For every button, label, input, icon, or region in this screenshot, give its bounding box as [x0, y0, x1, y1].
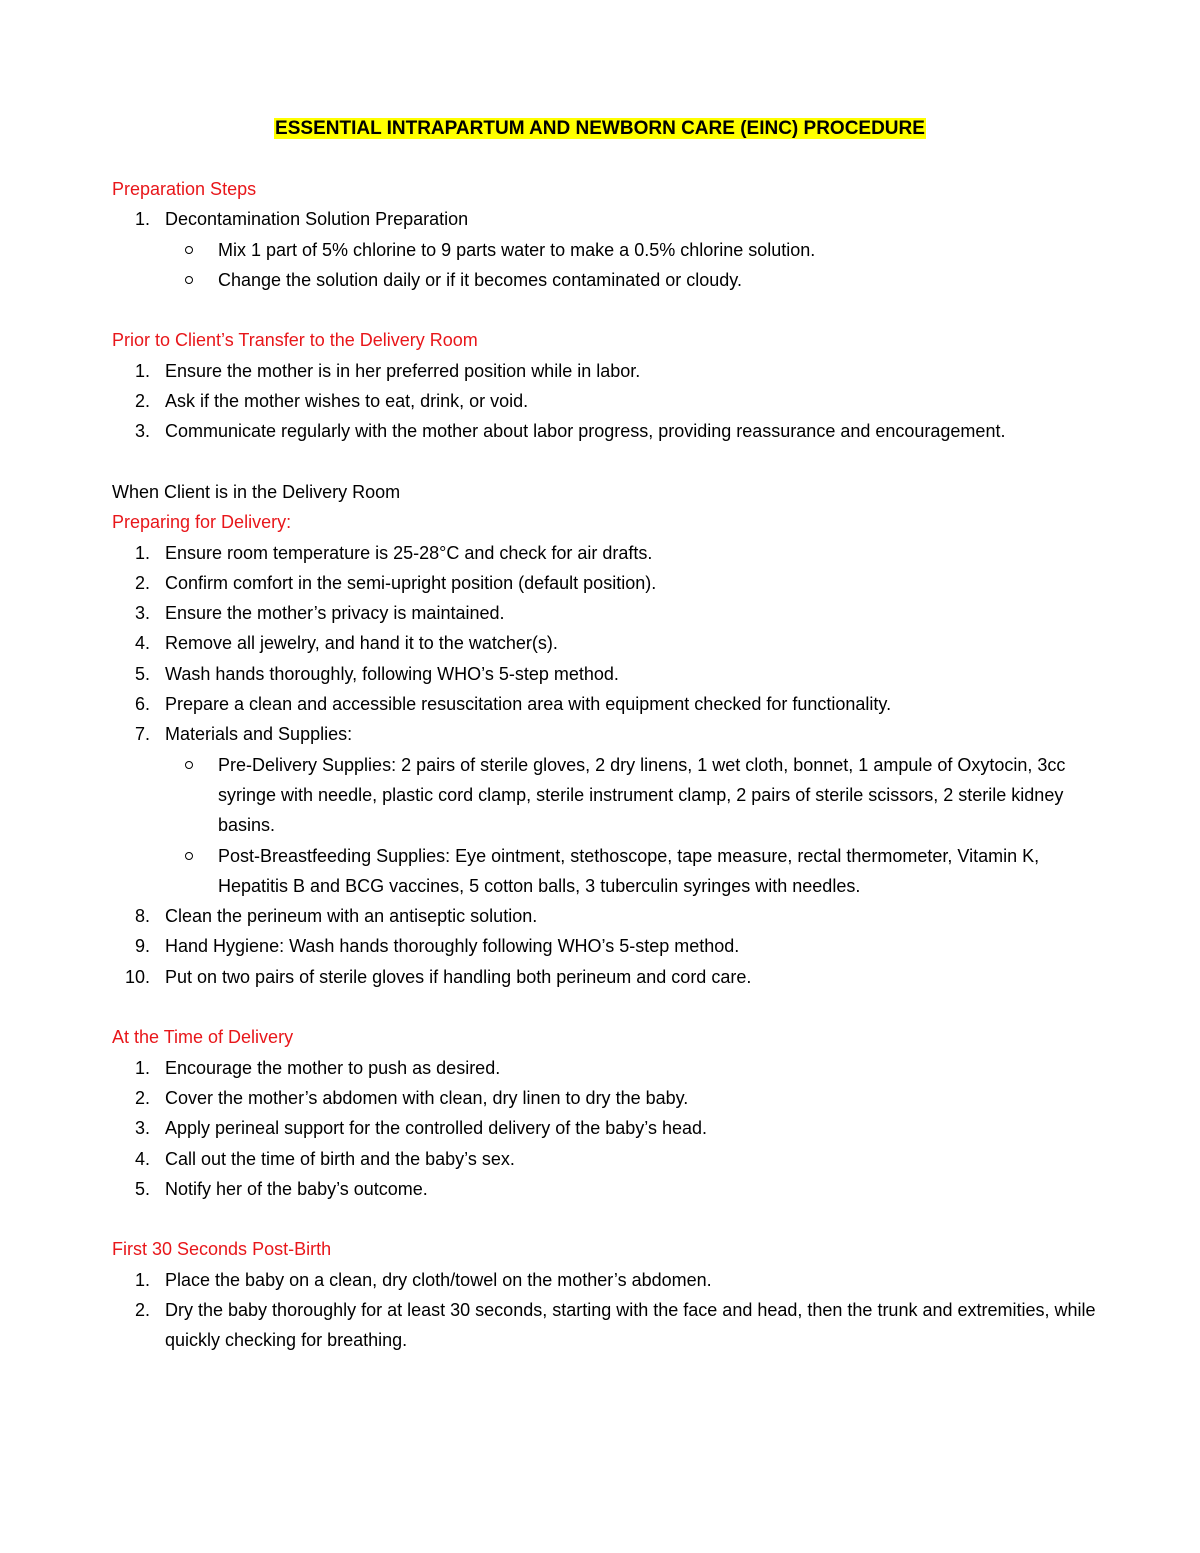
numbered-list [112, 356, 1102, 447]
list-number: 2. [134, 1087, 150, 1108]
list-item [112, 416, 1102, 446]
list-text: Notify her of the baby’s outcome. [165, 1178, 428, 1199]
bullet-text: Change the solution daily or if it becomes contaminated or cloudy. [218, 269, 742, 290]
list-text: Wash hands thoroughly, following WHO’s 5-step method. [165, 663, 619, 684]
list-text: Ensure the mother’s privacy is maintained. [165, 603, 505, 624]
list-number: 6. [134, 694, 150, 715]
list-item [112, 1113, 1102, 1143]
list-item [112, 598, 1102, 628]
list-number: 10. [124, 966, 150, 987]
list-text: Cover the mother’s abdomen with clean, dry linen to dry the baby. [165, 1087, 689, 1108]
list-number: 4. [134, 633, 150, 654]
list-item [112, 204, 1102, 295]
list-number: 5. [134, 1178, 150, 1199]
list-item [112, 962, 1102, 992]
bullet-item [165, 750, 1102, 841]
list-text: Prepare a clean and accessible resuscitation area with equipment checked for functionality. [165, 694, 892, 715]
list-text: Dry the baby thoroughly for at least 30 seconds, starting with the face and head, then the trunk and extremities, while quickly checking for breathing. [165, 1299, 1096, 1351]
section-preparation [112, 174, 1102, 295]
bullet-text: Post-Breastfeeding Supplies: Eye ointment, stethoscope, tape measure, rectal thermometer, Vitamin K, Hepatitis B and BCG vaccines, 5 cotton balls, 3 tuberculin syringes with needles. [218, 845, 1040, 896]
bullet-item [165, 265, 1102, 295]
list-number: 1. [134, 360, 150, 381]
list-number: 8. [134, 906, 150, 927]
list-item [112, 719, 1102, 901]
list-item [112, 689, 1102, 719]
title-highlight: ESSENTIAL INTRAPARTUM AND NEWBORN CARE (EINC) PROCEDURE [275, 118, 925, 139]
list-number: 1. [134, 1057, 150, 1078]
list-text: Ensure the mother is in her preferred position while in labor. [165, 360, 641, 381]
section-heading: First 30 Seconds Post-Birth [112, 1239, 332, 1260]
hollow-bullet-icon [185, 276, 193, 284]
list-number: 5. [134, 663, 150, 684]
list-item [112, 1053, 1102, 1083]
list-text: Apply perineal support for the controlled delivery of the baby’s head. [165, 1118, 708, 1139]
list-text: Place the baby on a clean, dry cloth/towel on the mother’s abdomen. [165, 1269, 712, 1290]
bullet-text: Pre-Delivery Supplies: 2 pairs of sterile gloves, 2 dry linens, 1 wet cloth, bonnet, 1 ampule of Oxytocin, 3cc syringe with needle, plastic cord clamp, sterile instrument clamp, 2 pairs of sterile scissors, 2 sterile kidney basins. [218, 754, 1066, 836]
list-item [112, 1144, 1102, 1174]
list-item [112, 1295, 1102, 1356]
list-number: 7. [134, 724, 150, 745]
hollow-bullet-icon [185, 246, 193, 254]
section-heading: Prior to Client’s Transfer to the Delivery Room [112, 330, 478, 351]
section-heading: At the Time of Delivery [112, 1027, 294, 1048]
hollow-bullet-icon [185, 761, 193, 769]
section-delivery-room [112, 477, 1102, 992]
list-number: 3. [134, 1118, 150, 1139]
list-number: 1. [134, 1269, 150, 1290]
bullet-item [165, 235, 1102, 265]
list-number: 1. [134, 209, 150, 230]
list-item [112, 1265, 1102, 1295]
list-item [112, 356, 1102, 386]
list-text: Ensure room temperature is 25-28°C and check for air drafts. [165, 542, 653, 563]
section-heading: When Client is in the Delivery Room [112, 481, 401, 502]
list-item [112, 931, 1102, 961]
list-number: 3. [134, 603, 150, 624]
list-number: 2. [134, 391, 150, 412]
bullet-list [165, 750, 1102, 901]
list-item [112, 628, 1102, 658]
section-subheading: Preparing for Delivery: [112, 512, 292, 533]
list-text: Remove all jewelry, and hand it to the watcher(s). [165, 633, 558, 654]
list-text: Call out the time of birth and the baby’s sex. [165, 1148, 515, 1169]
list-item [112, 901, 1102, 931]
list-text: Ask if the mother wishes to eat, drink, or void. [165, 391, 529, 412]
section-first-30-seconds [112, 1234, 1102, 1355]
document-title [0, 115, 1200, 143]
list-number: 1. [134, 542, 150, 563]
list-item [112, 538, 1102, 568]
list-item [112, 1174, 1102, 1204]
numbered-list [112, 1265, 1102, 1356]
bullet-list [165, 235, 1102, 296]
section-prior-transfer [112, 325, 1102, 446]
hollow-bullet-icon [185, 852, 193, 860]
numbered-list [112, 538, 1102, 992]
bullet-text: Mix 1 part of 5% chlorine to 9 parts water to make a 0.5% chlorine solution. [218, 239, 816, 260]
list-number: 9. [134, 936, 150, 957]
list-number: 2. [134, 1299, 150, 1320]
list-number: 4. [134, 1148, 150, 1169]
list-item [112, 1083, 1102, 1113]
list-item [112, 386, 1102, 416]
list-item [112, 659, 1102, 689]
section-time-of-delivery [112, 1022, 1102, 1204]
list-item [112, 568, 1102, 598]
section-heading: Preparation Steps [112, 179, 257, 199]
list-number: 3. [134, 421, 150, 442]
numbered-list [112, 204, 1102, 295]
bullet-item [165, 841, 1102, 902]
list-text: Communicate regularly with the mother about labor progress, providing reassurance and encouragement. [165, 421, 1006, 442]
list-text: Confirm comfort in the semi-upright position (default position). [165, 572, 657, 593]
list-text: Put on two pairs of sterile gloves if handling both perineum and cord care. [165, 966, 752, 987]
list-text: Materials and Supplies: [165, 724, 353, 745]
document-body [112, 174, 1102, 1386]
list-text: Decontamination Solution Preparation [165, 209, 469, 230]
list-text: Clean the perineum with an antiseptic solution. [165, 906, 538, 927]
list-text: Hand Hygiene: Wash hands thoroughly following WHO’s 5-step method. [165, 936, 740, 957]
numbered-list [112, 1053, 1102, 1204]
list-number: 2. [134, 572, 150, 593]
list-text: Encourage the mother to push as desired. [165, 1057, 501, 1078]
